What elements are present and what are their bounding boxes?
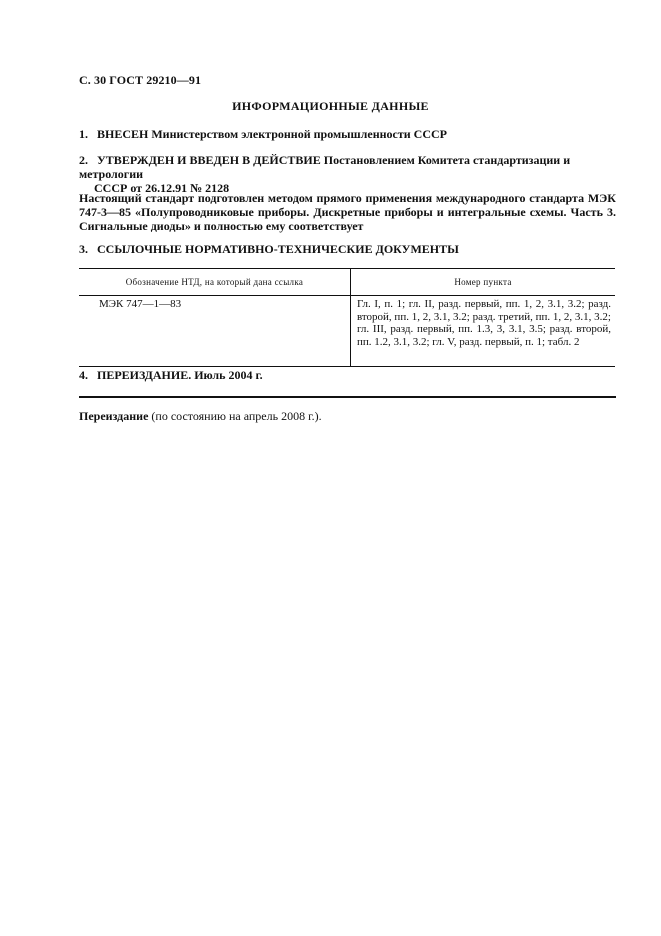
info-item-3 (79, 242, 619, 256)
item-text: Министерством электронной промышленности СССР (151, 127, 447, 141)
item-number: 3. (79, 242, 88, 256)
item-text-continued: СССР от 26.12.91 № 2128 (94, 181, 230, 195)
item-number: 1. (79, 127, 88, 141)
table-cell: Гл. I, п. 1; гл. II, разд. первый, пп. 1, 2, 3.1, 3.2; разд. второй, пп. 1, 2, 3.1, 3.2; разд. третий, пп. 1, 2, 3.1, 3.2; гл. III, разд. первый, пп. 1.3, 3, 3.1, 3.5; разд. второй, пп. 1.2, 3.1, 3.2; гл. V, разд. первый, п. 1; табл. 2 (356, 298, 611, 348)
table-header-cell: Обозначение НТД, на который дана ссылка (79, 269, 350, 296)
standard-note-paragraph: Настоящий стандарт подготовлен методом прямого применения международного стандарта МЭК 747-3—85 «Полупроводниковые приборы. Дискретные приборы и интегральные схемы. Часть 3. Сигнальные диоды» и полностью ему соответствует (79, 191, 616, 233)
info-item-2 (79, 153, 619, 195)
item-number: 2. (79, 153, 88, 167)
info-item-1 (79, 127, 619, 141)
item-text: Постановлением Комитета стандартизации и метрологии (79, 153, 571, 181)
table-row (79, 296, 615, 367)
page-header: С. 30 ГОСТ 29210—91 (79, 73, 202, 87)
table-header-row (79, 269, 615, 296)
reissue-lead: Переиздание (79, 409, 149, 423)
item-number: 4. (79, 368, 88, 382)
reissue-note (79, 409, 322, 424)
table-header-cell: Номер пункта (350, 269, 615, 296)
item-lead: УТВЕРЖДЕН И ВВЕДЕН В ДЕЙСТВИЕ (97, 153, 321, 167)
item-lead: ВНЕСЕН (97, 127, 149, 141)
info-item-4 (79, 368, 619, 382)
item-lead: ССЫЛОЧНЫЕ НОРМАТИВНО-ТЕХНИЧЕСКИЕ ДОКУМЕНТЫ (97, 242, 459, 256)
item-lead: ПЕРЕИЗДАНИЕ. Июль 2004 г. (97, 368, 263, 382)
table-cell: МЭК 747—1—83 (79, 296, 350, 367)
references-table (79, 268, 615, 367)
page-title: ИНФОРМАЦИОННЫЕ ДАННЫЕ (232, 99, 429, 113)
divider-line (79, 396, 616, 398)
reissue-text: (по состоянию на апрель 2008 г.). (148, 409, 322, 423)
